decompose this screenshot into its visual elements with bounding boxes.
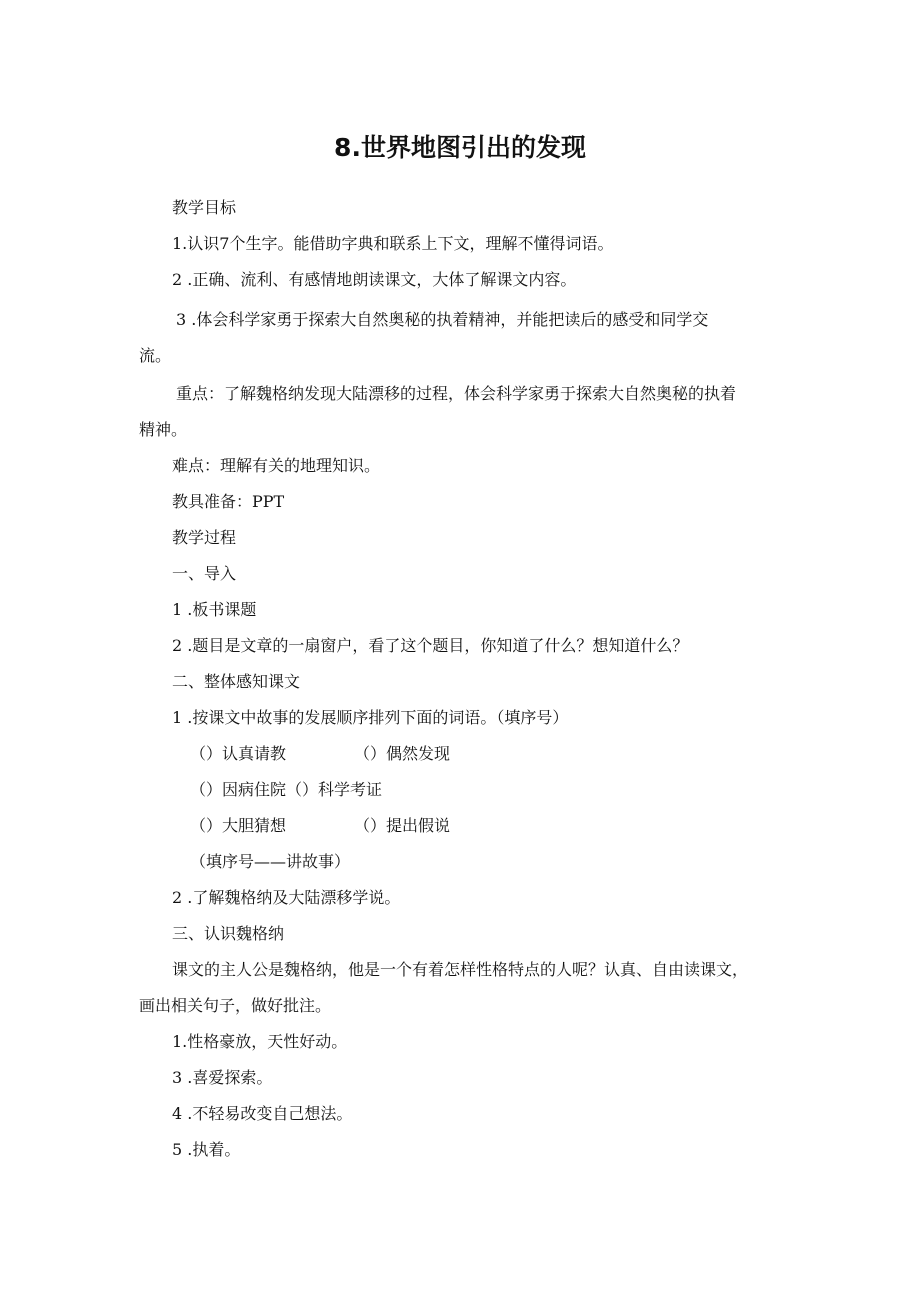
overview-step-1: 1 .按课文中故事的发展顺序排列下面的词语。（填序号） xyxy=(172,708,569,727)
sequence-items-3-4: （）因病住院（）科学考证 xyxy=(190,780,383,799)
section-heading-objectives: 教学目标 xyxy=(172,198,237,217)
key-point: 重点：了解魏格纳发现大陆漂移的过程，体会科学家勇于探索大自然奥秘的执着 xyxy=(176,384,737,403)
sequence-item-1: （）认真请教 xyxy=(190,744,287,763)
trait-3: 3 .喜爱探索。 xyxy=(172,1068,273,1087)
section-heading-intro: 一、导入 xyxy=(172,564,237,583)
teaching-materials: 教具准备：PPT xyxy=(172,492,285,511)
key-point-continued: 精神。 xyxy=(139,420,188,439)
trait-1: 1.性格豪放，天性好动。 xyxy=(172,1032,348,1051)
objective-3: 3 .体会科学家勇于探索大自然奥秘的执着精神，并能把读后的感受和同学交 xyxy=(176,310,709,329)
intro-step-1: 1 .板书课题 xyxy=(172,600,257,619)
sequence-item-6: （）提出假说 xyxy=(354,816,451,835)
trait-5: 5 .执着。 xyxy=(172,1140,241,1159)
section-heading-process: 教学过程 xyxy=(172,528,237,547)
overview-step-2: 2 .了解魏格纳及大陆漂移学说。 xyxy=(172,888,401,907)
objective-2: 2 .正确、流利、有感情地朗读课文，大体了解课文内容。 xyxy=(172,270,577,289)
character-question: 课文的主人公是魏格纳，他是一个有着怎样性格特点的人呢？认真、自由读课文， xyxy=(172,960,749,979)
sequence-note: （填序号——讲故事） xyxy=(190,852,351,871)
objective-3-continued: 流。 xyxy=(139,346,172,365)
trait-4: 4 .不轻易改变自己想法。 xyxy=(172,1104,353,1123)
document-title: 8.世界地图引出的发现 xyxy=(334,133,586,162)
character-question-continued: 画出相关句子，做好批注。 xyxy=(139,996,332,1015)
sequence-item-2: （）偶然发现 xyxy=(354,744,451,763)
section-heading-overview: 二、整体感知课文 xyxy=(172,672,301,691)
difficult-point: 难点：理解有关的地理知识。 xyxy=(172,456,381,475)
section-heading-character: 三、认识魏格纳 xyxy=(172,924,285,943)
objective-1: 1.认识7个生字。能借助字典和联系上下文，理解不懂得词语。 xyxy=(172,234,614,253)
sequence-item-5: （）大胆猜想 xyxy=(190,816,287,835)
intro-step-2: 2 .题目是文章的一扇窗户，看了这个题目，你知道了什么？想知道什么？ xyxy=(172,636,689,655)
